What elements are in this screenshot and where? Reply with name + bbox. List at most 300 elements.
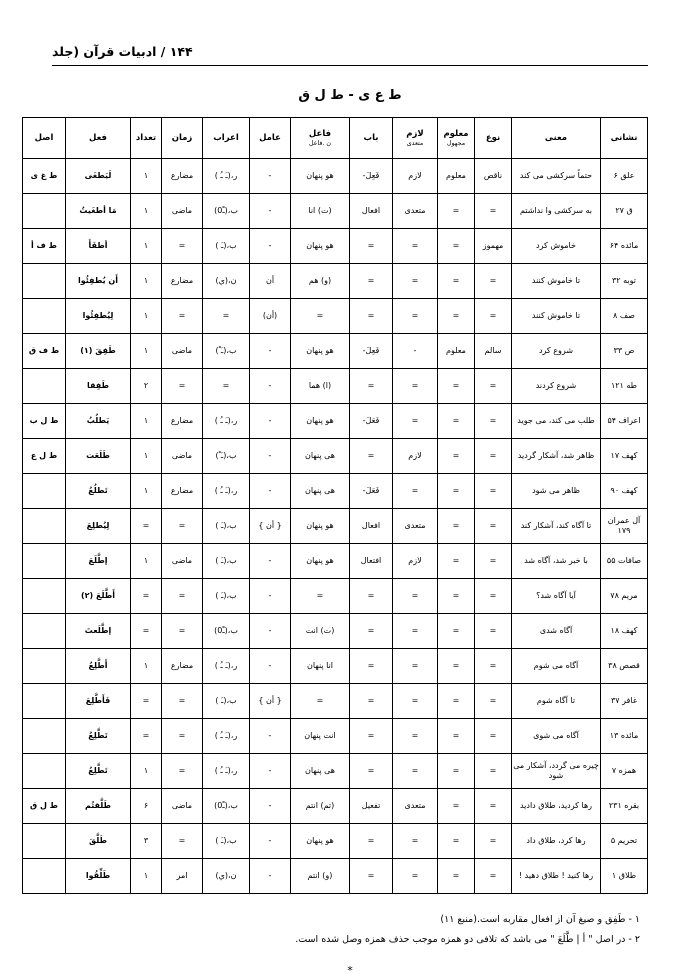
cell-maloom: = — [438, 439, 475, 474]
cell-fael: (ت) انا — [291, 194, 350, 229]
cell-feal: طَفِقا — [66, 369, 131, 404]
cell-feal: أَن یُطفِئُوا — [66, 264, 131, 299]
cell-noe: = — [475, 614, 512, 649]
cell-amel: - — [250, 754, 291, 789]
cell-maloom: = — [438, 194, 475, 229]
cell-bab: افتعال — [350, 544, 393, 579]
cell-maloom: = — [438, 684, 475, 719]
cell-fael: (ا) هما — [291, 369, 350, 404]
cell-amel: { أن } — [250, 509, 291, 544]
cell-bab: = — [350, 439, 393, 474]
cell-zaman: = — [162, 719, 203, 754]
cell-erab: ر،(ـَ ـُ ) — [203, 719, 250, 754]
column-header-fael-sub: ن .فاعل — [308, 139, 332, 147]
cell-fael: (و) هم — [291, 264, 350, 299]
cell-zaman: مضارع — [162, 159, 203, 194]
cell-feal: أَطَّلِعُ — [66, 649, 131, 684]
page-header — [52, 44, 648, 66]
cell-tedad: = — [131, 509, 162, 544]
cell-maloom: معلوم — [438, 159, 475, 194]
cell-lazem: متعدی — [393, 509, 438, 544]
cell-lazem: = — [393, 754, 438, 789]
table-header — [23, 118, 648, 159]
cell-noe: = — [475, 264, 512, 299]
cell-maloom: = — [438, 614, 475, 649]
cell-asl — [23, 684, 66, 719]
footnote-1: ۱ - طَفِق و صیغ آن از افعال مقاربه است.(منبع ۱۱) — [440, 914, 640, 925]
cell-neshani: غافر ۳۷ — [601, 684, 648, 719]
cell-feal: طَلَّقَ — [66, 824, 131, 859]
column-header-neshani: نشانی — [601, 118, 648, 159]
cell-mana: تا آگاه شوم — [512, 684, 601, 719]
column-header-noe: نوع — [475, 118, 512, 159]
column-header-maloom-sub: مجهول — [446, 139, 466, 147]
cell-amel: - — [250, 719, 291, 754]
cell-neshani: ق ۲۷ — [601, 194, 648, 229]
cell-neshani: طه ۱۲۱ — [601, 369, 648, 404]
cell-erab: ر،(ـَ ـُ ) — [203, 649, 250, 684]
column-header-amel: عامل — [250, 118, 291, 159]
cell-bab: = — [350, 754, 393, 789]
cell-erab: ن،(ي) — [203, 859, 250, 894]
cell-bab: = — [350, 369, 393, 404]
cell-zaman: امر — [162, 859, 203, 894]
cell-amel: - — [250, 859, 291, 894]
cell-zaman: = — [162, 229, 203, 264]
table-row — [23, 194, 648, 229]
column-header-fael — [291, 118, 350, 159]
cell-neshani: طلاق ۱ — [601, 859, 648, 894]
cell-mana: شروع کرد — [512, 334, 601, 369]
cell-mana: رها کرد، طلاق داد — [512, 824, 601, 859]
cell-zaman: = — [162, 509, 203, 544]
cell-fael: = — [291, 684, 350, 719]
cell-tedad: ۱ — [131, 229, 162, 264]
column-header-bab: باب — [350, 118, 393, 159]
cell-asl: ط ل ع — [23, 439, 66, 474]
cell-bab: = — [350, 684, 393, 719]
cell-neshani: مریم ۷۸ — [601, 579, 648, 614]
cell-feal: یَطلُبُ — [66, 404, 131, 439]
table-row — [23, 439, 648, 474]
cell-amel: - — [250, 404, 291, 439]
cell-neshani: کهف ۹۰ — [601, 474, 648, 509]
cell-amel: (أن) — [250, 299, 291, 334]
cell-feal: طَلَعَت — [66, 439, 131, 474]
cell-noe: = — [475, 859, 512, 894]
page-header-text: ۱۴۴ / ادبیات قرآن (جلد — [52, 44, 193, 59]
table-row — [23, 579, 648, 614]
cell-maloom: معلوم — [438, 334, 475, 369]
cell-tedad: ۱ — [131, 404, 162, 439]
cell-asl — [23, 369, 66, 404]
cell-erab: ب،(ـَ ) — [203, 824, 250, 859]
cell-amel: - — [250, 649, 291, 684]
cell-erab: ب،(ـْ0) — [203, 789, 250, 824]
cell-neshani: اعراف ۵۴ — [601, 404, 648, 439]
cell-erab: ب،(ـْ0) — [203, 614, 250, 649]
column-header-erab: اعراب — [203, 118, 250, 159]
cell-asl — [23, 719, 66, 754]
cell-tedad: ۱ — [131, 474, 162, 509]
cell-zaman: مضارع — [162, 264, 203, 299]
cell-maloom: = — [438, 509, 475, 544]
cell-tedad: ۱ — [131, 754, 162, 789]
cell-feal: طَلَّقتُم — [66, 789, 131, 824]
cell-lazem: = — [393, 474, 438, 509]
cell-noe: = — [475, 754, 512, 789]
cell-zaman: = — [162, 369, 203, 404]
table-row — [23, 229, 648, 264]
cell-tedad: ۲ — [131, 369, 162, 404]
cell-fael: هی پنهان — [291, 474, 350, 509]
cell-noe: مهموز — [475, 229, 512, 264]
column-header-lazem — [393, 118, 438, 159]
footnotes — [52, 910, 648, 950]
cell-mana: ظاهر می شود — [512, 474, 601, 509]
cell-asl — [23, 194, 66, 229]
cell-zaman: ماضی — [162, 194, 203, 229]
cell-maloom: = — [438, 859, 475, 894]
cell-tedad: ۱ — [131, 264, 162, 299]
cell-neshani: مائده ۱۳ — [601, 719, 648, 754]
cell-maloom: = — [438, 264, 475, 299]
cell-lazem: = — [393, 649, 438, 684]
cell-bab: = — [350, 264, 393, 299]
cell-bab: فَعَلَ- — [350, 404, 393, 439]
cell-mana: رها کنید ! طلاق دهید ! — [512, 859, 601, 894]
table-row — [23, 649, 648, 684]
cell-feal: أطفَأَ — [66, 229, 131, 264]
cell-noe: = — [475, 369, 512, 404]
table-row — [23, 684, 648, 719]
cell-neshani: ص ۳۳ — [601, 334, 648, 369]
cell-mana: طلب می کند، می جوید — [512, 404, 601, 439]
cell-feal: لِیُطلِعَ — [66, 509, 131, 544]
cell-asl — [23, 579, 66, 614]
column-header-asl: اصل — [23, 118, 66, 159]
cell-noe: = — [475, 404, 512, 439]
cell-bab: تفعیل — [350, 789, 393, 824]
cell-feal: مَا أطغَیتُ — [66, 194, 131, 229]
cell-asl: ط ف أ — [23, 229, 66, 264]
cell-bab: = — [350, 649, 393, 684]
cell-tedad: = — [131, 719, 162, 754]
cell-noe: سالم — [475, 334, 512, 369]
cell-fael: هو پنهان — [291, 334, 350, 369]
table-row — [23, 614, 648, 649]
cell-erab: = — [203, 299, 250, 334]
cell-asl: ط ل ب — [23, 404, 66, 439]
column-header-maloom-main: معلوم — [443, 129, 469, 140]
cell-fael: هی پنهان — [291, 754, 350, 789]
cell-erab: ر،(ـَ ـُ ) — [203, 159, 250, 194]
cell-asl — [23, 754, 66, 789]
cell-zaman: = — [162, 299, 203, 334]
cell-lazem: متعدی — [393, 194, 438, 229]
cell-lazem: لازم — [393, 544, 438, 579]
cell-tedad: ۳ — [131, 824, 162, 859]
cell-feal: أَطَّلَعَ (۲) — [66, 579, 131, 614]
cell-neshani: توبه ۳۲ — [601, 264, 648, 299]
cell-maloom: = — [438, 229, 475, 264]
cell-erab: ر،(ـَ ـُ ) — [203, 754, 250, 789]
cell-asl — [23, 824, 66, 859]
cell-feal: إطَّلَعتَ — [66, 614, 131, 649]
cell-amel: - — [250, 789, 291, 824]
cell-mana: آگاه می شوی — [512, 719, 601, 754]
cell-lazem: = — [393, 579, 438, 614]
cell-bab: افعال — [350, 509, 393, 544]
cell-tedad: ۱ — [131, 299, 162, 334]
page-end-mark: * — [347, 963, 353, 977]
cell-tedad: ۱ — [131, 194, 162, 229]
table-row — [23, 789, 648, 824]
cell-tedad: ۱ — [131, 439, 162, 474]
cell-lazem: - — [393, 334, 438, 369]
cell-maloom: = — [438, 369, 475, 404]
cell-erab: ن،(ي) — [203, 264, 250, 299]
cell-erab: ب،(ـَ ) — [203, 544, 250, 579]
cell-amel: - — [250, 474, 291, 509]
cell-feal: طَفِقَ (۱) — [66, 334, 131, 369]
cell-erab: ب،(ـْ0) — [203, 194, 250, 229]
column-header-zaman: زمان — [162, 118, 203, 159]
cell-mana: به سرکشی وا نداشتم — [512, 194, 601, 229]
cell-asl: ط ف ق — [23, 334, 66, 369]
cell-neshani: کهف ۱۷ — [601, 439, 648, 474]
cell-lazem: = — [393, 859, 438, 894]
cell-noe: = — [475, 579, 512, 614]
cell-noe: = — [475, 439, 512, 474]
cell-erab: = — [203, 369, 250, 404]
cell-mana: خاموش کرد — [512, 229, 601, 264]
cell-lazem: = — [393, 719, 438, 754]
cell-asl — [23, 299, 66, 334]
cell-mana: تا خاموش کنند — [512, 264, 601, 299]
cell-neshani: قصص ۳۸ — [601, 649, 648, 684]
cell-mana: آگاه شدی — [512, 614, 601, 649]
table-row — [23, 404, 648, 439]
cell-noe: ناقص — [475, 159, 512, 194]
cell-bab: = — [350, 859, 393, 894]
table-row — [23, 159, 648, 194]
cell-neshani: بقره ۲۳۱ — [601, 789, 648, 824]
table-row — [23, 264, 648, 299]
cell-asl — [23, 614, 66, 649]
cell-erab: ر،(ـَ ـُ ) — [203, 404, 250, 439]
column-header-tedad: تعداد — [131, 118, 162, 159]
cell-lazem: = — [393, 264, 438, 299]
cell-fael: هو پنهان — [291, 509, 350, 544]
cell-fael: هو پنهان — [291, 229, 350, 264]
cell-fael: (ت) انت — [291, 614, 350, 649]
column-header-mana: معنی — [512, 118, 601, 159]
table-header-row — [23, 118, 648, 159]
cell-bab: فَعَلَ- — [350, 474, 393, 509]
cell-asl — [23, 509, 66, 544]
cell-bab: = — [350, 719, 393, 754]
cell-neshani: کهف ۱۸ — [601, 614, 648, 649]
cell-zaman: ماضی — [162, 789, 203, 824]
cell-maloom: = — [438, 404, 475, 439]
table-row — [23, 334, 648, 369]
cell-amel: - — [250, 334, 291, 369]
cell-bab: = — [350, 614, 393, 649]
cell-neshani: صف ۸ — [601, 299, 648, 334]
cell-zaman: ماضی — [162, 544, 203, 579]
table-row — [23, 719, 648, 754]
cell-neshani: تحریم ۵ — [601, 824, 648, 859]
cell-noe: = — [475, 719, 512, 754]
cell-fael: (و) انتم — [291, 859, 350, 894]
cell-lazem: = — [393, 229, 438, 264]
cell-feal: فَأَطَّلِعَ — [66, 684, 131, 719]
cell-noe: = — [475, 544, 512, 579]
cell-lazem: = — [393, 614, 438, 649]
cell-fael: هو پنهان — [291, 544, 350, 579]
column-header-lazem-sub: متعدی — [406, 139, 424, 147]
cell-lazem: لازم — [393, 159, 438, 194]
table-row — [23, 824, 648, 859]
cell-neshani: صافات ۵۵ — [601, 544, 648, 579]
cell-tedad: ۱ — [131, 159, 162, 194]
cell-amel: - — [250, 439, 291, 474]
cell-feal: إطَّلَعَ — [66, 544, 131, 579]
table-row — [23, 299, 648, 334]
cell-lazem: متعدی — [393, 789, 438, 824]
cell-bab: = — [350, 824, 393, 859]
cell-zaman: ماضی — [162, 439, 203, 474]
table-row — [23, 859, 648, 894]
cell-maloom: = — [438, 789, 475, 824]
table-row — [23, 754, 648, 789]
column-header-lazem-main: لازم — [406, 129, 424, 140]
cell-mana: رها کردید، طلاق دادید — [512, 789, 601, 824]
cell-amel: - — [250, 369, 291, 404]
cell-noe: = — [475, 509, 512, 544]
cell-lazem: = — [393, 404, 438, 439]
cell-zaman: = — [162, 614, 203, 649]
cell-maloom: = — [438, 544, 475, 579]
cell-maloom: = — [438, 719, 475, 754]
cell-noe: = — [475, 649, 512, 684]
cell-erab: ب،(ـَ ) — [203, 684, 250, 719]
cell-amel: - — [250, 824, 291, 859]
cell-lazem: = — [393, 369, 438, 404]
table-row — [23, 509, 648, 544]
cell-feal: لِیُطفِئُوا — [66, 299, 131, 334]
cell-asl — [23, 859, 66, 894]
cell-asl: ط غ ی — [23, 159, 66, 194]
cell-fael: انت پنهان — [291, 719, 350, 754]
cell-tedad: = — [131, 579, 162, 614]
cell-zaman: مضارع — [162, 404, 203, 439]
cell-fael: هو پنهان — [291, 404, 350, 439]
cell-amel: - — [250, 194, 291, 229]
cell-mana: تا خاموش کنند — [512, 299, 601, 334]
footnote-2: ۲ - در اصل " أ | طَّلَعَ " می باشد که تلافی دو همزه موجب حذف همزه وصل شده است. — [295, 933, 640, 945]
cell-amel: - — [250, 579, 291, 614]
cell-fael: هو پنهان — [291, 159, 350, 194]
header-divider — [52, 65, 648, 66]
cell-amel: أن — [250, 264, 291, 299]
cell-mana: آیا آگاه شد؟ — [512, 579, 601, 614]
cell-neshani: علق ۶ — [601, 159, 648, 194]
cell-lazem: = — [393, 824, 438, 859]
cell-maloom: = — [438, 579, 475, 614]
cell-tedad: ۱ — [131, 544, 162, 579]
cell-bab: فَعِلَ- — [350, 334, 393, 369]
cell-amel: - — [250, 544, 291, 579]
cell-erab: ب،(ـَ ) — [203, 579, 250, 614]
cell-asl — [23, 649, 66, 684]
cell-amel: - — [250, 159, 291, 194]
cell-mana: شروع کردند — [512, 369, 601, 404]
cell-erab: ر،(ـَ ـُ ) — [203, 474, 250, 509]
table-row — [23, 369, 648, 404]
column-header-fael-main: فاعل — [308, 129, 332, 140]
cell-mana: چیره می گردد، آشکار می شود — [512, 754, 601, 789]
cell-maloom: = — [438, 299, 475, 334]
table-body — [23, 159, 648, 894]
cell-bab: = — [350, 299, 393, 334]
cell-amel: - — [250, 229, 291, 264]
cell-noe: = — [475, 789, 512, 824]
cell-lazem: = — [393, 299, 438, 334]
cell-zaman: مضارع — [162, 649, 203, 684]
cell-fael: انا پنهان — [291, 649, 350, 684]
cell-feal: تَطَّلِعُ — [66, 719, 131, 754]
column-header-feal: فعل — [66, 118, 131, 159]
cell-fael: = — [291, 299, 350, 334]
cell-lazem: لازم — [393, 439, 438, 474]
cell-erab: ب،(ـَ ْ) — [203, 334, 250, 369]
cell-feal: تَطلُعُ — [66, 474, 131, 509]
cell-maloom: = — [438, 824, 475, 859]
cell-fael: (تم) انتم — [291, 789, 350, 824]
cell-asl — [23, 264, 66, 299]
cell-asl — [23, 474, 66, 509]
cell-mana: با خبر شد، آگاه شد — [512, 544, 601, 579]
cell-lazem: = — [393, 684, 438, 719]
cell-mana: تا آگاه کند، آشکار کند — [512, 509, 601, 544]
cell-noe: = — [475, 684, 512, 719]
cell-bab: = — [350, 229, 393, 264]
verb-conjugation-table — [22, 117, 648, 894]
cell-zaman: = — [162, 579, 203, 614]
cell-tedad: ۱ — [131, 334, 162, 369]
cell-zaman: = — [162, 754, 203, 789]
cell-feal: لَیَطغَی — [66, 159, 131, 194]
cell-tedad: = — [131, 614, 162, 649]
cell-noe: = — [475, 474, 512, 509]
cell-tedad: ۶ — [131, 789, 162, 824]
cell-bab: افعال — [350, 194, 393, 229]
cell-fael: = — [291, 579, 350, 614]
cell-fael: هو پنهان — [291, 824, 350, 859]
cell-fael: هی پنهان — [291, 439, 350, 474]
cell-zaman: = — [162, 684, 203, 719]
cell-asl: ط ل ق — [23, 789, 66, 824]
column-header-maloom — [438, 118, 475, 159]
cell-noe: = — [475, 299, 512, 334]
cell-zaman: مضارع — [162, 474, 203, 509]
table-row — [23, 544, 648, 579]
cell-tedad: ۱ — [131, 649, 162, 684]
cell-amel: { أن } — [250, 684, 291, 719]
cell-tedad: ۱ — [131, 859, 162, 894]
